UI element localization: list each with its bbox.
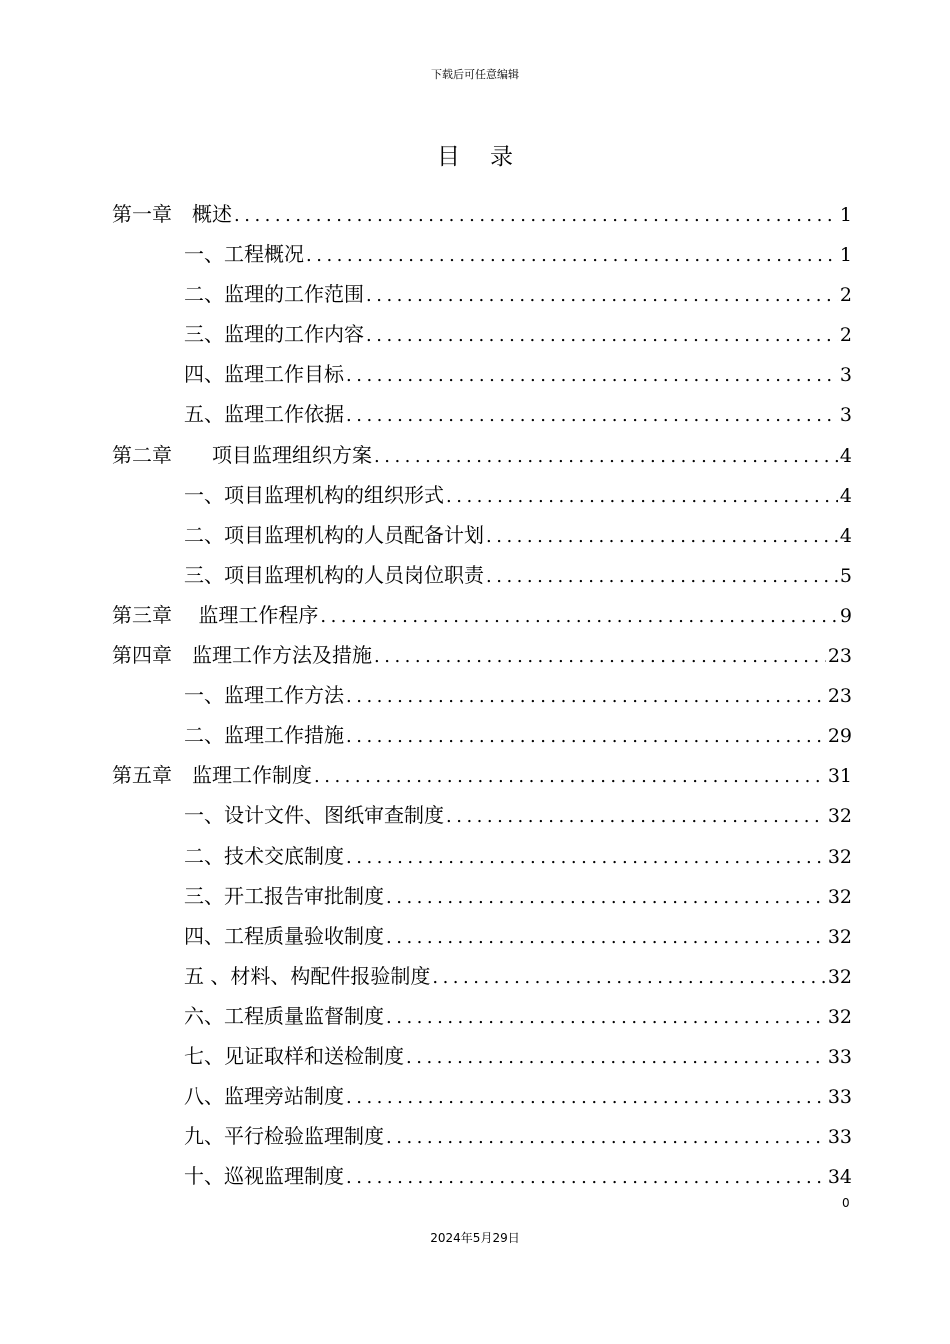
toc-entry-label: 八、监理旁站制度: [184, 1084, 344, 1109]
toc-entry-page: 1: [839, 204, 852, 226]
dot-leader: [320, 597, 838, 637]
toc-entry-label: 十、巡视监理制度: [184, 1164, 344, 1189]
table-of-contents: [112, 194, 852, 1196]
dot-leader: [366, 316, 838, 356]
toc-entry-page: 4: [839, 524, 852, 547]
toc-entry[interactable]: [112, 1076, 852, 1116]
toc-entry-page: 1: [839, 244, 852, 267]
dot-leader: [386, 998, 826, 1038]
toc-entry[interactable]: [112, 1116, 852, 1156]
toc-title: 目录: [437, 144, 543, 170]
dot-leader: [386, 1118, 826, 1158]
dot-leader: [346, 838, 826, 878]
toc-entry-label: 二、技术交底制度: [184, 843, 344, 868]
dot-leader: [374, 637, 826, 677]
toc-entry-label: 第五章 监理工作制度: [112, 763, 312, 788]
dot-leader: [346, 677, 826, 717]
dot-leader: [432, 958, 825, 998]
toc-entry-page: 9: [839, 604, 852, 627]
toc-entry-label: 一、工程概况: [184, 242, 304, 267]
dot-leader: [406, 1038, 826, 1078]
dot-leader: [346, 396, 838, 436]
toc-entry-page: 3: [839, 364, 852, 387]
toc-entry-label: 七、见证取样和送检制度: [184, 1043, 404, 1068]
toc-entry[interactable]: [112, 1156, 852, 1196]
toc-entry-page: 23: [827, 685, 852, 708]
toc-entry-page: 32: [827, 925, 852, 948]
toc-entry[interactable]: [112, 595, 852, 635]
toc-entry[interactable]: [112, 354, 852, 394]
dot-leader: [306, 236, 838, 276]
toc-entry[interactable]: [112, 274, 852, 314]
dot-leader: [386, 918, 826, 958]
toc-entry[interactable]: [112, 234, 852, 274]
toc-entry[interactable]: [112, 194, 852, 234]
toc-entry-label: 二、监理的工作范围: [184, 282, 364, 307]
toc-entry-page: 32: [827, 1005, 852, 1028]
dot-leader: [486, 517, 838, 557]
toc-entry-label: 第三章 监理工作程序: [112, 602, 319, 627]
toc-entry[interactable]: [112, 314, 852, 354]
toc-entry[interactable]: [112, 1036, 852, 1076]
toc-entry-label: 三、监理的工作内容: [184, 322, 364, 347]
toc-entry-label: 二、监理工作措施: [184, 723, 344, 748]
dot-leader: [346, 1158, 826, 1198]
dot-leader: [314, 757, 826, 797]
toc-entry-label: 第一章 概述: [112, 202, 232, 226]
toc-entry[interactable]: [112, 956, 852, 996]
dot-leader: [346, 717, 826, 757]
toc-entry-label: 第二章 项目监理组织方案: [112, 442, 372, 467]
toc-entry-page: 33: [827, 1086, 852, 1109]
footer-date: 2024年5月29日: [430, 1231, 520, 1245]
toc-entry[interactable]: [112, 836, 852, 876]
dot-leader: [374, 437, 838, 477]
toc-entry-page: 32: [827, 805, 852, 828]
toc-entry[interactable]: [112, 876, 852, 916]
dot-leader: [386, 878, 826, 918]
toc-entry-page: 32: [827, 965, 852, 988]
toc-entry-page: 29: [827, 725, 852, 748]
toc-entry-label: 三、项目监理机构的人员岗位职责: [184, 562, 484, 587]
toc-entry[interactable]: [112, 555, 852, 595]
toc-entry-label: 四、监理工作目标: [184, 362, 344, 387]
dot-leader: [486, 557, 838, 597]
toc-entry-label: 九、平行检验监理制度: [184, 1124, 384, 1149]
toc-entry-label: 四、工程质量验收制度: [184, 923, 384, 948]
toc-entry-label: 一、设计文件、图纸审查制度: [184, 803, 444, 828]
toc-entry-label: 六、工程质量监督制度: [184, 1003, 384, 1028]
dot-leader: [234, 196, 838, 236]
toc-entry[interactable]: [112, 715, 852, 755]
toc-entry-page: 33: [827, 1045, 852, 1068]
toc-entry[interactable]: [112, 435, 852, 475]
dot-leader: [346, 356, 838, 396]
page-number: 0: [842, 1196, 850, 1210]
toc-entry-label: 五、监理工作依据: [184, 402, 344, 427]
toc-entry[interactable]: [112, 515, 852, 555]
toc-entry-label: 第四章 监理工作方法及措施: [112, 643, 372, 668]
toc-entry[interactable]: [112, 916, 852, 956]
toc-entry-page: 31: [827, 765, 852, 788]
toc-entry-label: 三、开工报告审批制度: [184, 883, 384, 908]
toc-entry-page: 2: [839, 324, 852, 347]
toc-entry-page: 3: [839, 404, 852, 427]
header-note: 下载后可任意编辑: [431, 68, 519, 81]
toc-entry-label: 五 、材料、构配件报验制度: [184, 963, 431, 988]
toc-entry-label: 二、项目监理机构的人员配备计划: [184, 522, 484, 547]
toc-entry-page: 2: [839, 284, 852, 307]
dot-leader: [346, 1078, 826, 1118]
toc-entry-page: 32: [827, 845, 852, 868]
toc-entry-page: 4: [839, 444, 852, 467]
toc-entry[interactable]: [112, 996, 852, 1036]
toc-entry[interactable]: [112, 795, 852, 835]
toc-entry[interactable]: [112, 635, 852, 675]
toc-entry-page: 34: [827, 1166, 852, 1189]
toc-entry[interactable]: [112, 755, 852, 795]
dot-leader: [366, 276, 838, 316]
toc-entry[interactable]: [112, 394, 852, 434]
dot-leader: [446, 477, 838, 517]
toc-entry-page: 23: [827, 645, 852, 668]
toc-entry[interactable]: [112, 475, 852, 515]
toc-entry-page: 4: [839, 484, 852, 507]
toc-entry-label: 一、监理工作方法: [184, 683, 344, 708]
toc-entry-page: 32: [827, 885, 852, 908]
toc-entry[interactable]: [112, 675, 852, 715]
toc-entry-page: 5: [839, 564, 852, 587]
toc-entry-label: 一、项目监理机构的组织形式: [184, 482, 444, 507]
dot-leader: [446, 797, 826, 837]
toc-entry-page: 33: [827, 1126, 852, 1149]
